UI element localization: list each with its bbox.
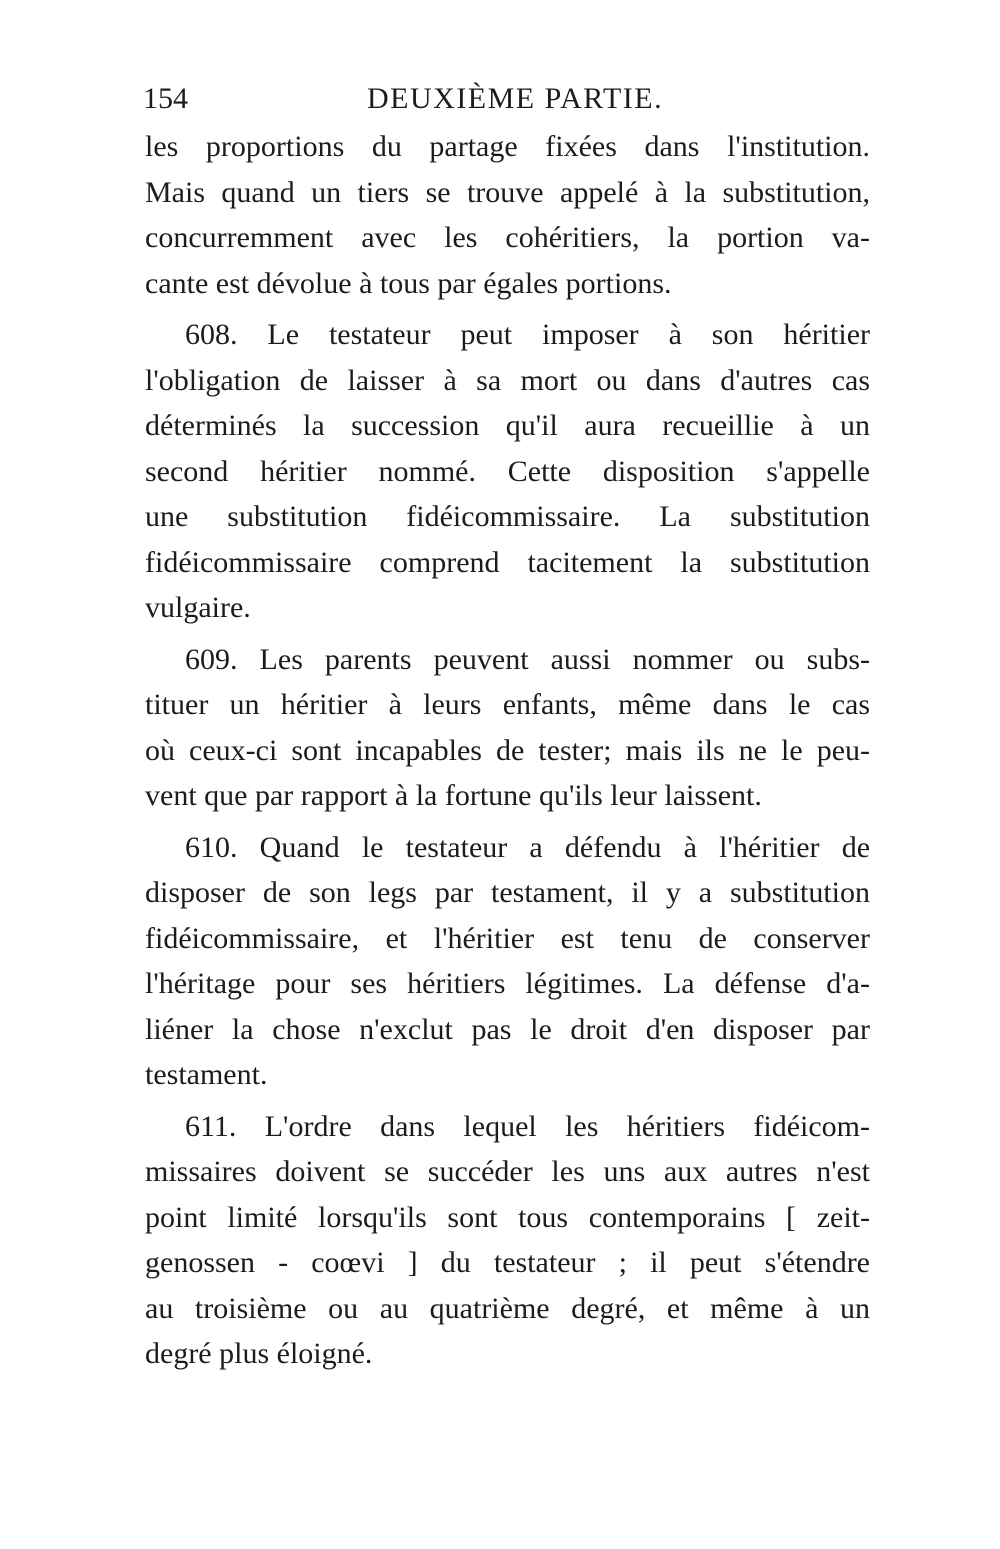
paragraph-continued [145, 124, 870, 306]
text-line: une substitution fidéicommissaire. La substitution [145, 500, 870, 533]
text-line: tituer un héritier à leurs enfants, même dans le cas [145, 688, 870, 721]
article-number: 610. [185, 830, 238, 864]
article-number: 609. [185, 642, 238, 676]
line-text: Le testateur peut imposer à son héritier [267, 318, 870, 351]
text-line: point limité lorsqu'ils sont tous contemporains [ zeit- [145, 1200, 870, 1234]
text-line: genossen - coœvi ] du testateur ; il peut s'étendre [145, 1246, 870, 1279]
article-number: 611. [185, 1109, 237, 1143]
text-line: liéner la chose n'exclut pas le droit d'en disposer par [145, 1012, 870, 1046]
text-line [145, 825, 870, 871]
book-page [145, 74, 870, 1377]
text-line: testament. [145, 1058, 268, 1091]
text-line: au troisième ou au quatrième degré, et même à un [145, 1291, 870, 1325]
text-line [145, 312, 870, 358]
line-text: Les parents peuvent aussi nommer ou subs- [259, 642, 871, 676]
text-line [145, 1104, 870, 1150]
text-line: les proportions du partage fixées dans l'institution. [145, 130, 870, 163]
text-line: vulgaire. [145, 591, 251, 624]
page-number: 154 [143, 82, 188, 115]
text-line: disposer de son legs par testament, il y a substitution [145, 876, 870, 909]
text-block [145, 124, 870, 1377]
text-line: second héritier nommé. Cette disposition s'appelle [145, 454, 870, 488]
text-line: vent que par rapport à la fortune qu'ils leur laissent. [145, 779, 762, 812]
running-head [145, 74, 870, 124]
text-line: degré plus éloigné. [145, 1337, 373, 1370]
text-line: Mais quand un tiers se trouve appelé à la substitution, [145, 175, 870, 209]
part-title: DEUXIÈME PARTIE. [367, 82, 664, 115]
text-line: fidéicommissaire, et l'héritier est tenu de conserver [145, 921, 870, 955]
line-text: Quand le testateur a défendu à l'héritier de [259, 830, 871, 864]
article-610 [145, 825, 870, 1098]
article-611 [145, 1104, 870, 1377]
text-line: l'obligation de laisser à sa mort ou dans d'autres cas [145, 363, 870, 397]
text-line: fidéicommissaire comprend tacitement la substitution [145, 545, 870, 579]
text-line: cante est dévolue à tous par égales portions. [145, 266, 672, 300]
text-line [145, 637, 870, 683]
text-line: missaires doivent se succéder les uns aux autres n'est [145, 1155, 870, 1188]
article-608 [145, 312, 870, 631]
article-number: 608. [185, 318, 238, 351]
article-609 [145, 637, 870, 819]
text-line: déterminés la succession qu'il aura recueillie à un [145, 409, 870, 442]
text-line: l'héritage pour ses héritiers légitimes. La défense d'a- [145, 967, 870, 1000]
text-line: où ceux-ci sont incapables de tester; mais ils ne le peu- [145, 733, 870, 767]
text-line: concurremment avec les cohéritiers, la portion va- [145, 221, 870, 254]
line-text: L'ordre dans lequel les héritiers fidéicom- [264, 1109, 870, 1143]
